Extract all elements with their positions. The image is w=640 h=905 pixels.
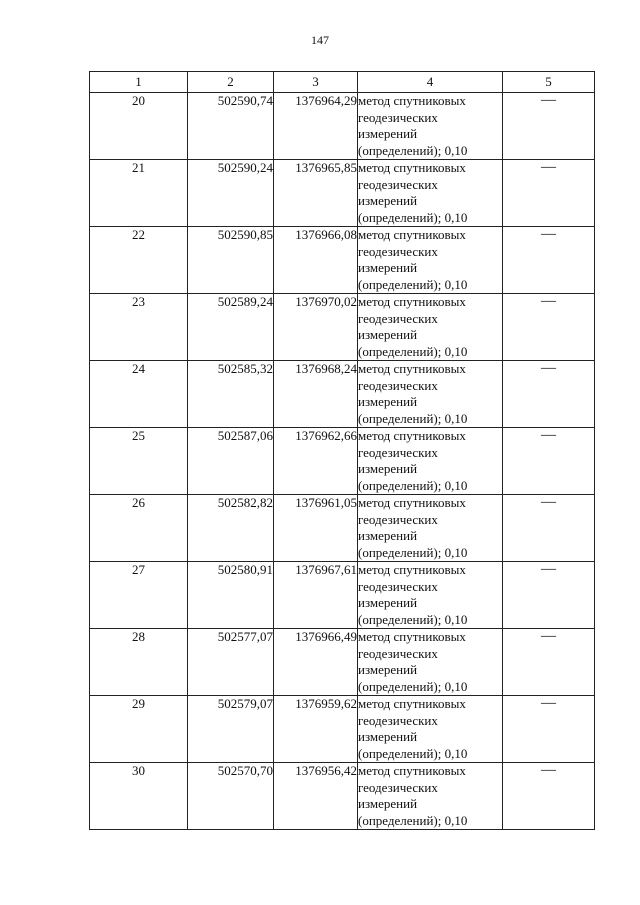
method-line: геодезических [358, 310, 438, 326]
note-cell: — [503, 160, 595, 227]
column-header: 5 [503, 72, 595, 93]
note-cell: — [503, 763, 595, 830]
point-number-cell: 28 [90, 629, 188, 696]
method-line: (определений); 0,10 [358, 611, 468, 627]
note-cell: — [503, 361, 595, 428]
method-cell [358, 629, 503, 696]
column-header: 4 [358, 72, 503, 93]
method-line: геодезических [358, 377, 438, 393]
method-line: геодезических [358, 712, 438, 728]
method-line: измерений [358, 595, 418, 610]
method-cell [358, 428, 503, 495]
point-number-cell: 22 [90, 227, 188, 294]
note-cell: — [503, 495, 595, 562]
method-cell [358, 495, 503, 562]
y-coordinate-cell: 1376961,05 [274, 495, 358, 562]
method-line: геодезических [358, 511, 438, 527]
x-coordinate-cell: 502579,07 [188, 696, 274, 763]
table-row [90, 629, 595, 696]
y-coordinate-cell: 1376956,42 [274, 763, 358, 830]
coordinates-table [89, 71, 595, 830]
point-number-cell: 26 [90, 495, 188, 562]
method-line: (определений); 0,10 [358, 544, 468, 560]
table-row [90, 361, 595, 428]
y-coordinate-cell: 1376959,62 [274, 696, 358, 763]
method-line: измерений [358, 193, 418, 208]
column-header: 3 [274, 72, 358, 93]
method-line: геодезических [358, 444, 438, 460]
column-header: 1 [90, 72, 188, 93]
note-cell: — [503, 428, 595, 495]
method-line: метод спутниковых [358, 160, 466, 175]
method-line: (определений); 0,10 [358, 745, 468, 761]
method-line: метод спутниковых [358, 93, 466, 108]
point-number-cell: 21 [90, 160, 188, 227]
table-row [90, 763, 595, 830]
y-coordinate-cell: 1376968,24 [274, 361, 358, 428]
method-cell [358, 294, 503, 361]
method-line: геодезических [358, 109, 438, 125]
method-line: метод спутниковых [358, 361, 466, 376]
method-line: измерений [358, 126, 418, 141]
y-coordinate-cell: 1376966,08 [274, 227, 358, 294]
method-line: измерений [358, 796, 418, 811]
method-cell [358, 160, 503, 227]
x-coordinate-cell: 502582,82 [188, 495, 274, 562]
method-line: метод спутниковых [358, 428, 466, 443]
table-row [90, 93, 595, 160]
note-cell: — [503, 294, 595, 361]
table-row [90, 428, 595, 495]
method-line: геодезических [358, 176, 438, 192]
method-line: метод спутниковых [358, 294, 466, 309]
x-coordinate-cell: 502577,07 [188, 629, 274, 696]
method-line: геодезических [358, 645, 438, 661]
table-row [90, 227, 595, 294]
y-coordinate-cell: 1376965,85 [274, 160, 358, 227]
method-line: геодезических [358, 243, 438, 259]
method-line: (определений); 0,10 [358, 276, 468, 292]
y-coordinate-cell: 1376967,61 [274, 562, 358, 629]
x-coordinate-cell: 502590,24 [188, 160, 274, 227]
point-number-cell: 27 [90, 562, 188, 629]
point-number-cell: 30 [90, 763, 188, 830]
table-row [90, 696, 595, 763]
note-cell: — [503, 227, 595, 294]
method-line: измерений [358, 461, 418, 476]
table-row [90, 160, 595, 227]
method-line: метод спутниковых [358, 495, 466, 510]
method-line: геодезических [358, 779, 438, 795]
method-line: (определений); 0,10 [358, 142, 468, 158]
x-coordinate-cell: 502570,70 [188, 763, 274, 830]
method-cell [358, 696, 503, 763]
column-header: 2 [188, 72, 274, 93]
method-cell [358, 227, 503, 294]
point-number-cell: 20 [90, 93, 188, 160]
method-line: измерений [358, 729, 418, 744]
note-cell: — [503, 629, 595, 696]
method-line: (определений); 0,10 [358, 209, 468, 225]
point-number-cell: 25 [90, 428, 188, 495]
point-number-cell: 29 [90, 696, 188, 763]
y-coordinate-cell: 1376966,49 [274, 629, 358, 696]
table-row [90, 294, 595, 361]
method-line: метод спутниковых [358, 763, 466, 778]
table-body [90, 93, 595, 830]
method-cell [358, 763, 503, 830]
method-line: (определений); 0,10 [358, 477, 468, 493]
method-line: (определений); 0,10 [358, 678, 468, 694]
method-line: метод спутниковых [358, 629, 466, 644]
point-number-cell: 24 [90, 361, 188, 428]
method-line: измерений [358, 528, 418, 543]
note-cell: — [503, 93, 595, 160]
method-line: измерений [358, 327, 418, 342]
method-cell [358, 93, 503, 160]
y-coordinate-cell: 1376962,66 [274, 428, 358, 495]
point-number-cell: 23 [90, 294, 188, 361]
method-line: метод спутниковых [358, 562, 466, 577]
method-line: (определений); 0,10 [358, 343, 468, 359]
note-cell: — [503, 696, 595, 763]
method-line: (определений); 0,10 [358, 812, 468, 828]
table-row [90, 495, 595, 562]
method-line: измерений [358, 260, 418, 275]
x-coordinate-cell: 502587,06 [188, 428, 274, 495]
method-line: геодезических [358, 578, 438, 594]
page-number: 147 [311, 33, 329, 47]
x-coordinate-cell: 502590,85 [188, 227, 274, 294]
x-coordinate-cell: 502590,74 [188, 93, 274, 160]
note-cell: — [503, 562, 595, 629]
y-coordinate-cell: 1376970,02 [274, 294, 358, 361]
method-line: метод спутниковых [358, 696, 466, 711]
method-line: (определений); 0,10 [358, 410, 468, 426]
x-coordinate-cell: 502580,91 [188, 562, 274, 629]
method-cell [358, 562, 503, 629]
y-coordinate-cell: 1376964,29 [274, 93, 358, 160]
method-line: измерений [358, 394, 418, 409]
method-cell [358, 361, 503, 428]
method-line: метод спутниковых [358, 227, 466, 242]
method-line: измерений [358, 662, 418, 677]
x-coordinate-cell: 502589,24 [188, 294, 274, 361]
table-row [90, 562, 595, 629]
table-header-row [90, 72, 595, 93]
x-coordinate-cell: 502585,32 [188, 361, 274, 428]
